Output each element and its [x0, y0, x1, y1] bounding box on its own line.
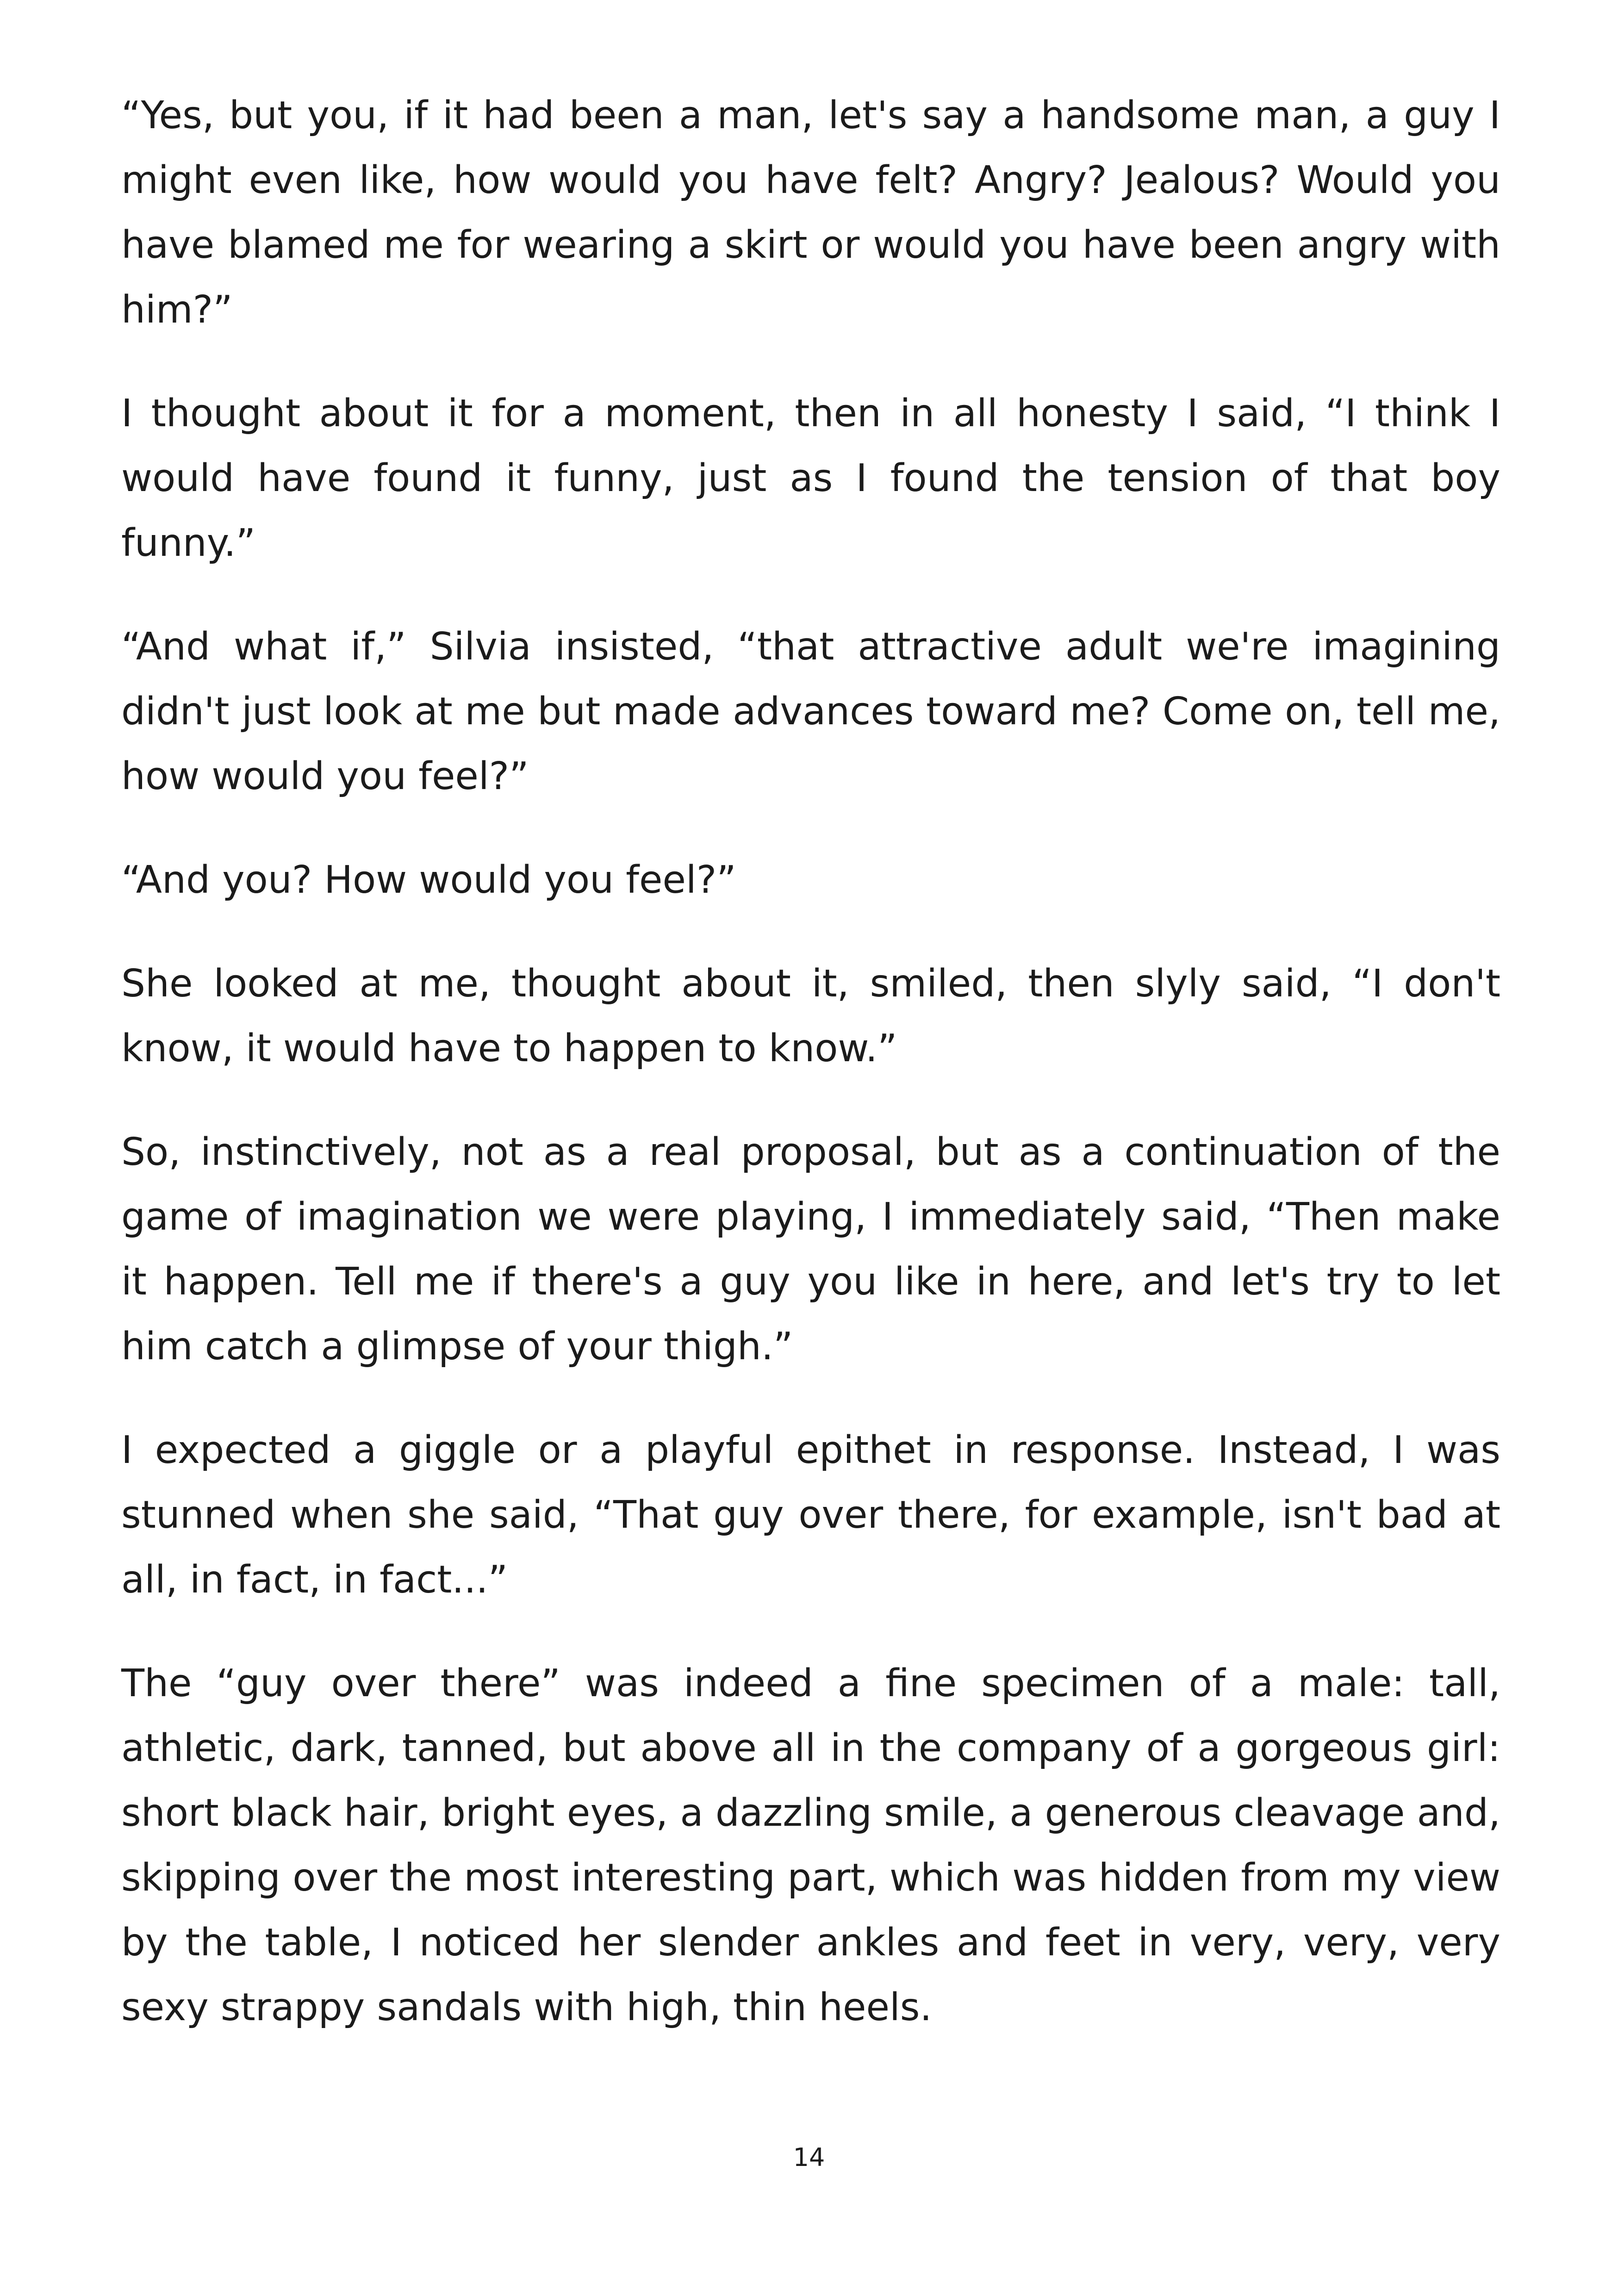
page-number: 14	[793, 2143, 825, 2172]
paragraph: I thought about it for a moment, then in all honesty I said, “I think I would have found it funny, just as I found the tension of that boy funny.”	[121, 392, 1500, 565]
paragraph: “And you? How would you feel?”	[121, 858, 736, 902]
paragraph: She looked at me, thought about it, smiled, then slyly said, “I don't know, it would have to happen to know.”	[121, 962, 1500, 1070]
paragraph: The “guy over there” was indeed a fine specimen of a male: tall, athletic, dark, tanned, but above all in the company of a gorgeous girl: short black hair, bright eyes, a dazzling smile, a generous cleavage and, skipping over the most interesting part, which was hidden from my view by the table, I noticed her slender ankles and feet in very, very, very sexy strappy sandals with high, thin heels.	[121, 1661, 1500, 2029]
body-text	[121, 83, 1500, 2079]
paragraph: So, instinctively, not as a real proposal, but as a continuation of the game of imagination we were playing, I immediately said, “Then make it happen. Tell me if there's a guy you like in here, and let's try to let him catch a glimpse of your thigh.”	[121, 1130, 1500, 1369]
paragraph: I expected a giggle or a playful epithet in response. Instead, I was stunned when she said, “That guy over there, for example, isn't bad at all, in fact, in fact...”	[121, 1428, 1500, 1602]
paragraph: “Yes, but you, if it had been a man, let's say a handsome man, a guy I might even like, how would you have felt? Angry? Jealous? Would you have blamed me for wearing a skirt or would you have been angry with him?”	[121, 93, 1500, 332]
paragraph: “And what if,” Silvia insisted, “that attractive adult we're imagining didn't just look at me but made advances toward me? Come on, tell me, how would you feel?”	[121, 625, 1500, 798]
